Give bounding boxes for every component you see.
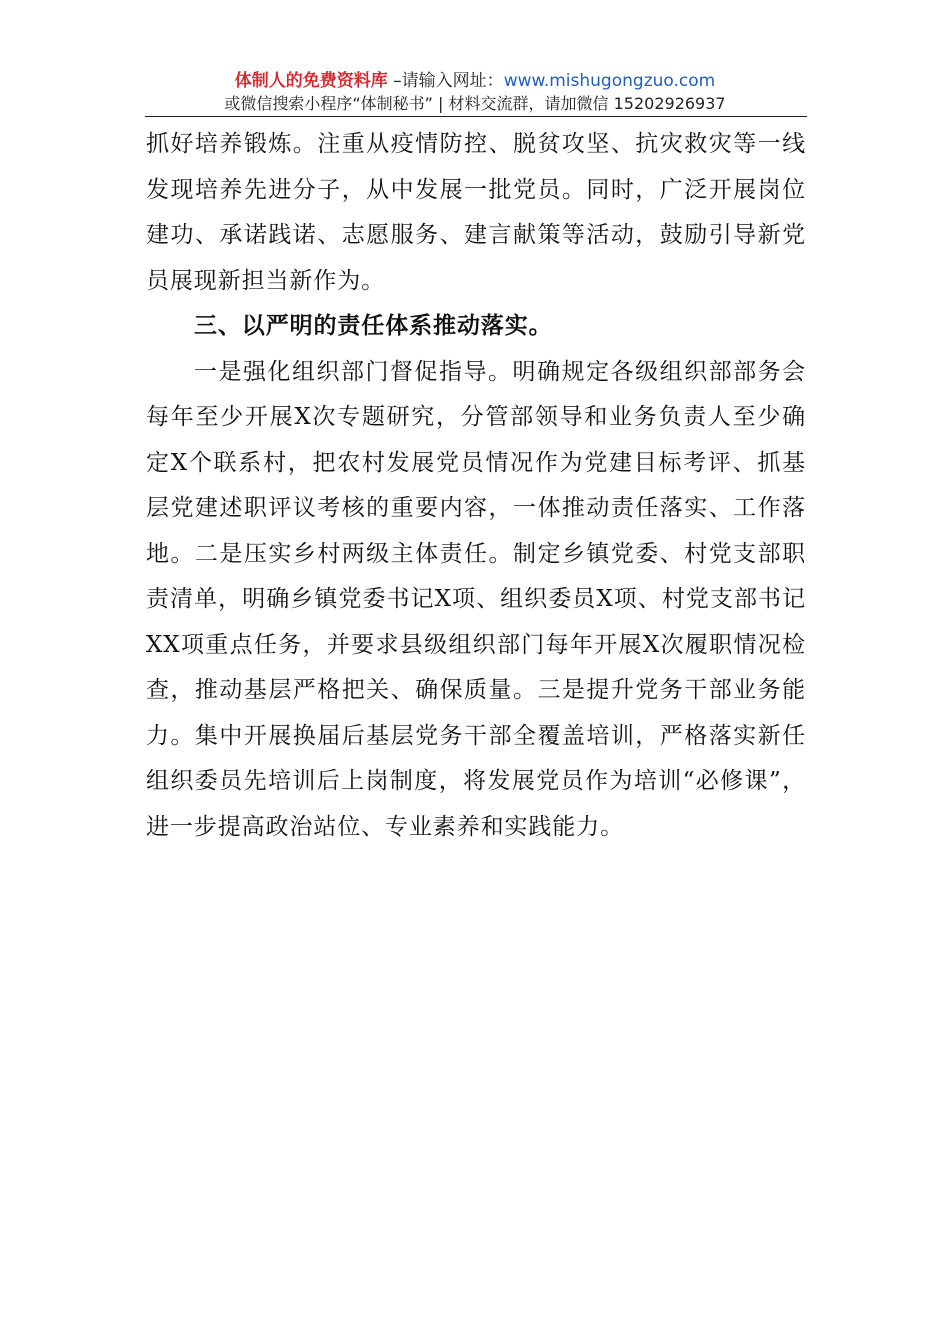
header-url-prompt: –请输入网址： [387,71,504,91]
header-divider [145,116,807,117]
header-line-2: 或微信搜索小程序“体制秘书” | 材料交流群，请加微信 15202926937 [224,94,726,113]
header-url-link[interactable]: www.mishugongzuo.com [503,71,716,91]
paragraph-continued: 抓好培养锻炼。注重从疫情防控、脱贫攻坚、抗灾救灾等一线发现培养先进分子，从中发展一批党员。同时，广泛开展岗位建功、承诺践诺、志愿服务、建言献策等活动，鼓励引导新党员展现新担当新作为。 [146,131,806,294]
document-body [146,122,806,850]
paragraph-responsibility: 一是强化组织部门督促指导。明确规定各级组织部部务会每年至少开展X次专题研究，分管部领导和业务负责人至少确定X个联系村，把农村发展党员情况作为党建目标考评、抓基层党建述职评议考核的重要内容，一体推动责任落实、工作落地。二是压实乡村两级主体责任。制定乡镇党委、村党支部职责清单，明确乡镇党委书记X项、组织委员X项、村党支部书记XX项重点任务，并要求县级组织部门每年开展X次履职情况检查，推动基层严格把关、确保质量。三是提升党务干部业务能力。集中开展换届后基层党务干部全覆盖培训，严格落实新任组织委员先培训后上岗制度，将发展党员作为培训“必修课”，进一步提高政治站位、专业素养和实践能力。 [146,358,806,840]
header-line-1 [145,70,805,92]
header-brand: 体制人的免费资料库 [234,71,388,91]
page-header [145,70,805,116]
section-heading: 三、以严明的责任体系推动落实。 [194,313,553,339]
